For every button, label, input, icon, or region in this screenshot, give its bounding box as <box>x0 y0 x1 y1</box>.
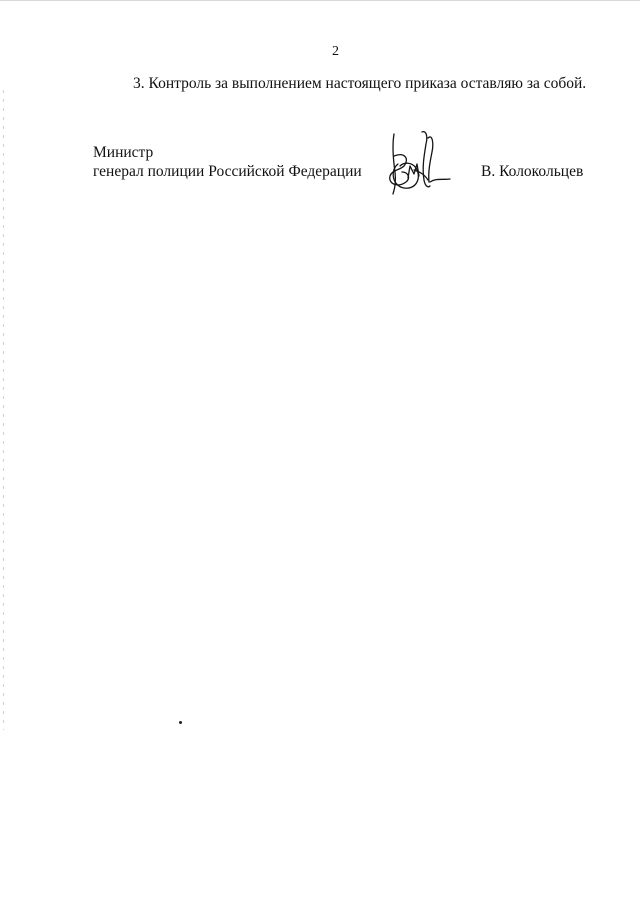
scan-edge-top <box>0 0 640 1</box>
scan-speck <box>179 721 182 724</box>
page-number: 2 <box>332 44 339 59</box>
signatory-title-line1: Министр <box>93 144 154 161</box>
handwritten-signature-icon <box>384 128 454 196</box>
scan-edge-left <box>3 90 4 730</box>
signatory-name: В. Колокольцев <box>481 163 584 180</box>
signatory-title-line2: генерал полиции Российской Федерации <box>93 163 362 180</box>
control-clause-paragraph: 3. Контроль за выполнением настоящего приказа оставляю за собой. <box>133 75 587 92</box>
